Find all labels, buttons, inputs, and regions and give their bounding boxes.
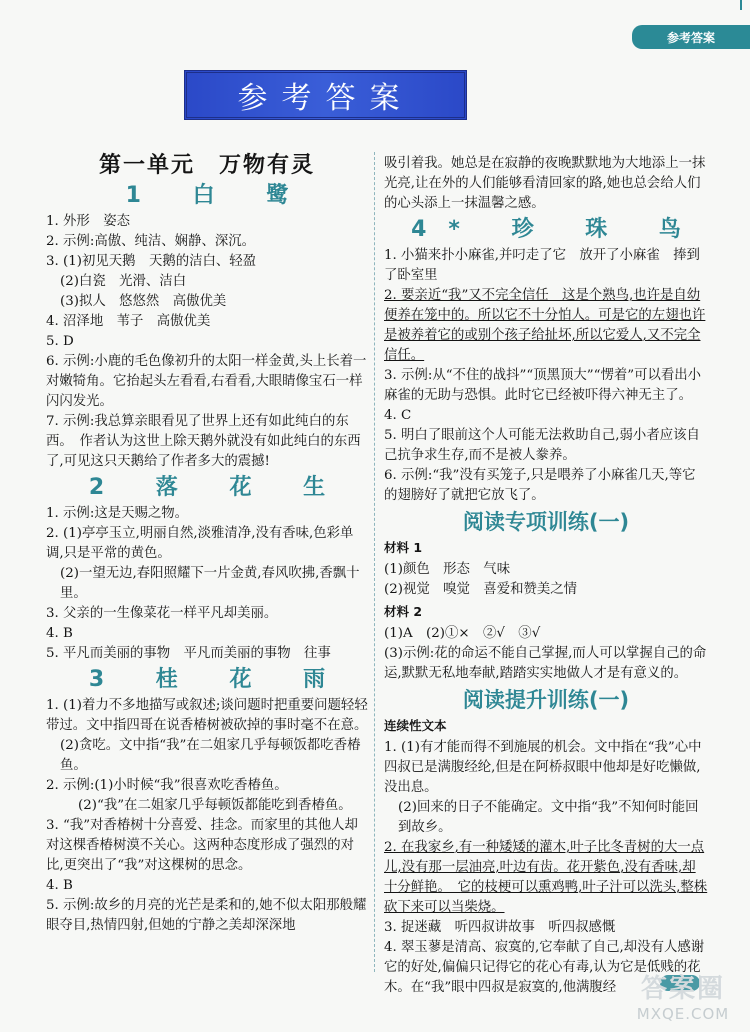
answers-banner: 参考答案 <box>184 70 467 120</box>
answer-line: 4. 翠玉蓼是清高、寂寞的,它奉献了自己,却没有人感谢它的好处,偏偏只记得它的花心有毒,认为它是低贱的花木。在“我”眼中四叔是寂寞的,他满腹经 <box>384 940 705 995</box>
answer-line: 5. 明白了眼前这个人可能无法救助自己,弱小者应该自己抗争求生存,而不是被人豢养。 <box>384 428 700 463</box>
right-column <box>384 154 708 998</box>
left-column <box>46 154 368 936</box>
answer-line: 1. 外形 姿态 <box>46 214 130 229</box>
answer-line: 3. “我”对香椿树十分喜爱、挂念。而家里的其他人却对这棵香椿树漠不关心。这两种态度形成了强烈的对比,更突出了“我”对这棵树的思念。 <box>46 818 358 873</box>
watermark-url: MXQE.COM <box>636 1005 730 1023</box>
answer-line: (2)贪吃。文中指“我”在二姐家几乎每顿饭都吃香椿鱼。 <box>60 738 361 773</box>
answer-line: 2. 要亲近“我”又不完全信任 这是个熟鸟,也许是自幼便养在笼中的。所以它不十分怕人。可是它的左翅也许是被养着它的或别个孩子给扯坏,所以它爱人,又不完全信任。 <box>384 288 706 363</box>
lesson-title-1: 1 白 鹭 <box>125 183 311 208</box>
answer-line: 5. 平凡而美丽的事物 平凡而美丽的事物 往事 <box>46 646 331 661</box>
answer-line: 1. (1)着力不多地描写或叙述;谈问题时把重要问题轻轻带过。文中指四哥在说香椿树被砍掉的事时毫不在意。 <box>46 698 368 733</box>
answer-line: 4. B <box>46 626 73 641</box>
reading-improve-title: 阅读提升训练(一) <box>462 688 630 712</box>
answer-line: (1)颜色 形态 气味 <box>384 562 511 577</box>
answer-line: (3)拟人 悠悠然 高傲优美 <box>60 294 227 309</box>
answer-line: 3. 捉迷藏 听四叔讲故事 听四叔感慨 <box>384 920 616 935</box>
answer-line: (2)回来的日子不能确定。文中指“我”不知何时能回到故乡。 <box>398 800 699 835</box>
answer-line: (2)“我”在二姐家几乎每顿饭都能吃到香椿鱼。 <box>78 798 352 813</box>
answer-line: (2)白瓷 光滑、洁白 <box>60 274 187 289</box>
answer-line: 6. 示例:“我”没有买笼子,只是喂养了小麻雀几天,等它的翅膀好了就把它放飞了。 <box>384 468 696 503</box>
answer-line: 2. 示例:高傲、纯洁、娴静、深沉。 <box>46 234 256 249</box>
answer-line: (3)示例:花的命运不能自己掌握,而人可以掌握自己的命运,默默无私地奉献,踏踏实实地做人才是有意义的。 <box>384 646 707 681</box>
answer-line: (1)A (2)①× ②√ ③√ <box>384 626 541 641</box>
answer-line: 1. (1)有才能而得不到施展的机会。文中指在“我”心中四叔已是满腹经纶,但是在阿桥叔眼中他却是好吃懒做,没出息。 <box>384 740 702 795</box>
continuation-text: 吸引着我。她总是在寂静的夜晚默默地为大地添上一抹光亮,让在外的人们能够看清回家的路,她也总会给人们的心头添上一抹温馨之感。 <box>384 156 706 211</box>
answer-line: 4. 沼泽地 苇子 高傲优美 <box>46 314 211 329</box>
answer-line: 5. 示例:故乡的月亮的光芒是柔和的,她不似太阳那般耀眼夺目,热情四射,但她的宁静之美却深深地 <box>46 898 367 933</box>
material-2-label: 材料 2 <box>384 604 423 619</box>
answer-line: 7. 示例:我总算亲眼看见了世界上还有如此纯白的东西。 作者认为这世上除天鹅外就没有如此纯白的东西了,可见这只天鹅给了作者多大的震撼! <box>46 414 361 469</box>
answer-line: 2. (1)亭亭玉立,明丽自然,淡雅清净,没有香味,色彩单调,只是平常的黄色。 <box>46 526 354 561</box>
lesson-title-3: 3 桂 花 雨 <box>88 667 348 692</box>
answer-line: (2)一望无边,春阳照耀下一片金黄,春风吹拂,香飘十里。 <box>60 566 360 601</box>
answer-line: 3. 父亲的一生像菜花一样平凡却美丽。 <box>46 606 278 621</box>
answer-line: 2. 在我家乡,有一种矮矮的灌木,叶子比冬青树的大一点儿,没有那一层油亮,叶边有齿。花开紫色,没有香味,却十分鲜艳。 它的枝梗可以熏鸡鸭,叶子汁可以洗头,整株砍下来可以当柴烧。 <box>384 840 708 915</box>
answer-line: 1. 示例:这是天赐之物。 <box>46 506 189 521</box>
column-divider <box>374 152 376 972</box>
answer-line: 2. 示例:(1)小时候“我”很喜欢吃香椿鱼。 <box>46 778 288 793</box>
top-mark <box>740 0 742 10</box>
watermark-logo: 答案圈 <box>640 974 725 1004</box>
answer-line: 5. D <box>46 334 74 349</box>
answer-line: 4. B <box>46 878 73 893</box>
watermark <box>620 968 746 1026</box>
lesson-title-4: 4* 珍 珠 鸟 <box>411 217 703 242</box>
continuous-text-label: 连续性文本 <box>384 718 447 733</box>
answer-line: (2)视觉 嗅觉 喜爱和赞美之情 <box>384 582 578 597</box>
answer-line: 4. C <box>384 408 412 423</box>
material-1-label: 材料 1 <box>384 540 423 555</box>
reading-training-title: 阅读专项训练(一) <box>462 510 630 534</box>
answer-line: 3. (1)初见天鹅 天鹅的洁白、轻盈 <box>46 254 257 269</box>
corner-tab-answers: 参考答案 <box>632 25 750 49</box>
answer-line: 3. 示例:从“不住的战抖”“顶黑顶大”“愣着”可以看出小麻雀的无助与恐惧。此时它已经被吓得六神无主了。 <box>384 368 702 403</box>
answer-line: 6. 示例:小鹿的毛色像初升的太阳一样金黄,头上长着一对嫩犄角。它抬起头左看看,右看看,大眼睛像宝石一样闪闪发光。 <box>46 354 367 409</box>
unit-title: 第一单元 万物有灵 <box>98 153 315 178</box>
answer-line: 1. 小猫来扑小麻雀,并叼走了它 放开了小麻雀 捧到了卧室里 <box>384 248 700 283</box>
lesson-title-2: 2 落 花 生 <box>88 475 348 500</box>
